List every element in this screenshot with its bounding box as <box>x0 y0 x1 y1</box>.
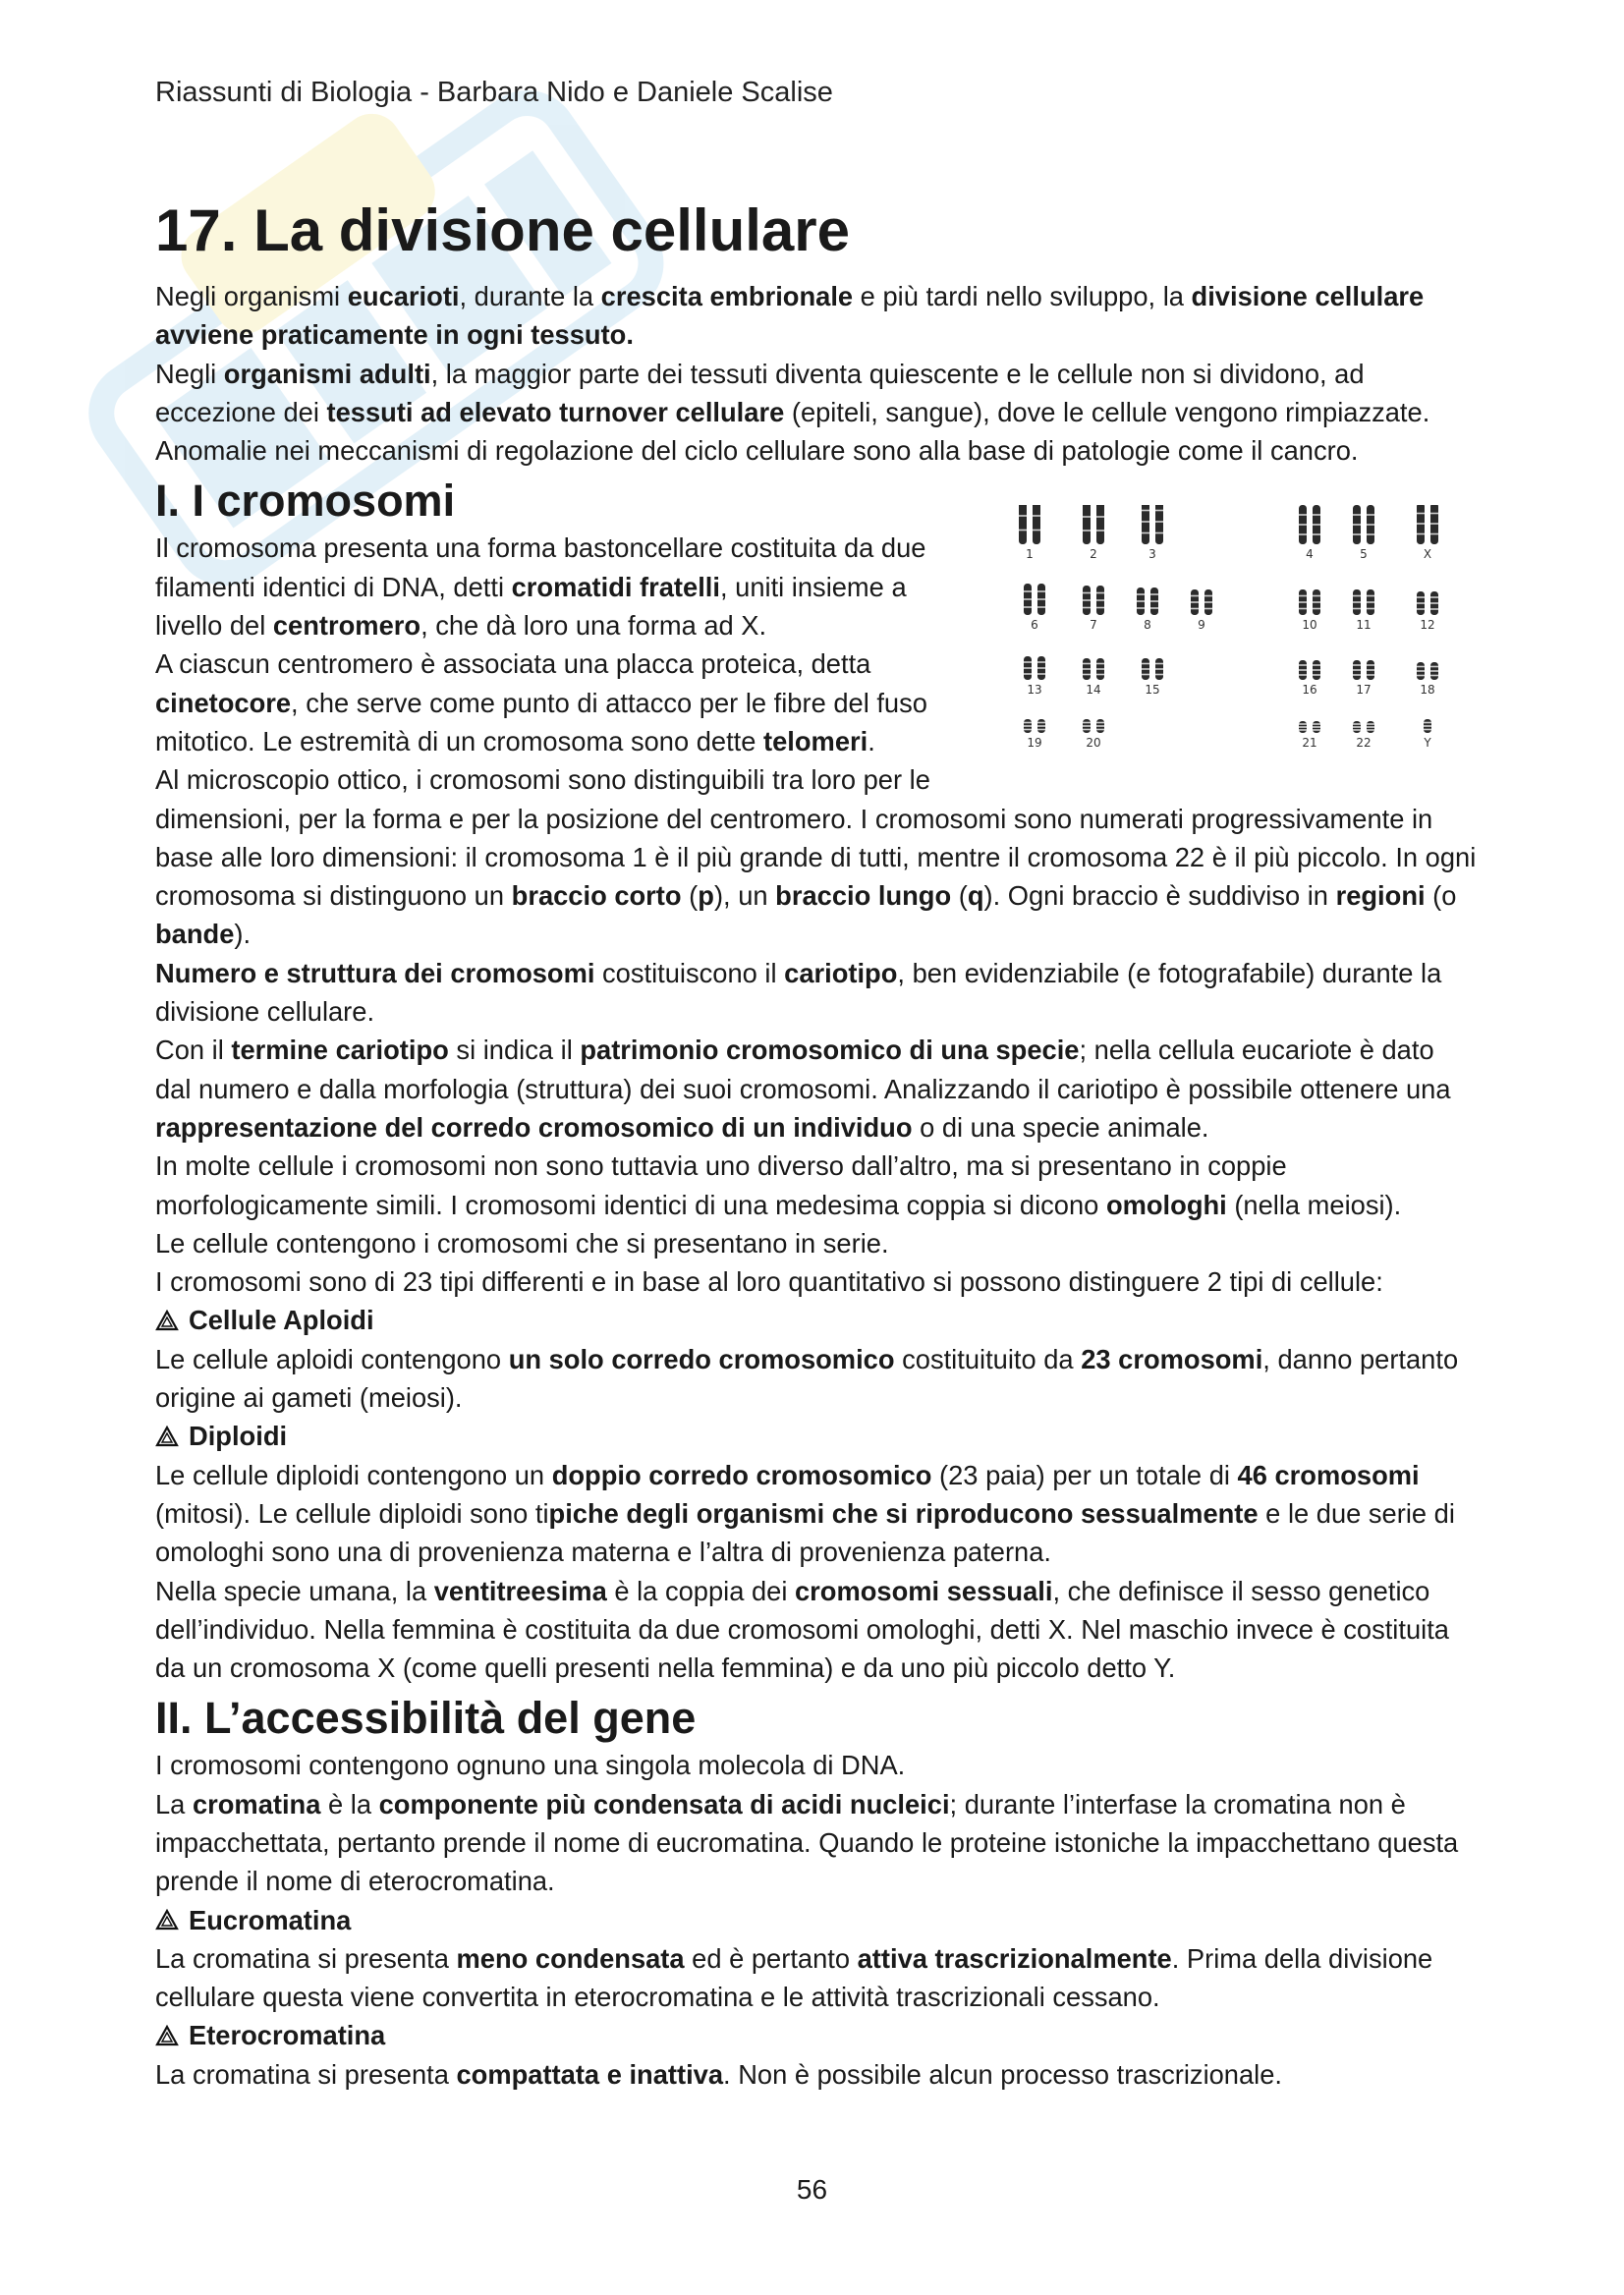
karyotype-label: 4 <box>1306 547 1314 562</box>
cromosomi-paragraph-9: Nella specie umana, la ventitreesima è la coppia dei cromosomi sessuali, che definisce il sesso genetico dell’individuo. Nella femmina è costituita da due cromosomi omologhi, detti X. Nel maschio invece è costituita da un cromosoma X (come quelli presenti nella femmina) e da uno più piccolo detto Y. <box>155 1575 1449 1684</box>
karyotype-chromosome-pair <box>1299 505 1320 544</box>
karyotype-chromosome-pair <box>1083 505 1104 544</box>
warning-triangle-icon <box>155 1310 179 1331</box>
karyotype-label: 5 <box>1360 547 1368 562</box>
warning-triangle-icon <box>155 1426 179 1447</box>
karyotype-label: 12 <box>1420 618 1435 633</box>
karyotype-label: 9 <box>1198 618 1205 633</box>
karyotype-chromosome-pair <box>1353 721 1374 733</box>
karyotype-label: 21 <box>1302 736 1317 751</box>
diploidi-paragraph: Le cellule diploidi contengono un doppio corredo cromosomico (23 paia) per un totale di 46 cromosomi (mitosi). Le cellule diploidi sono tipiche degli organismi che si riproducono sessualmente e le due serie di omologhi sono una di provenienza materna e l’altra di provenienza paterna. <box>155 1459 1455 1568</box>
eterocromatina-paragraph: La cromatina si presenta compattata e inattiva. Non è possibile alcun processo trascrizionale. <box>155 2058 1283 2090</box>
karyotype-label: 14 <box>1086 683 1101 698</box>
karyotype-chromosome-pair <box>1083 586 1104 615</box>
karyotype-chromosome-pair <box>1137 588 1158 615</box>
karyotype-chromosome-pair <box>1083 658 1104 680</box>
cromosomi-paragraph-6: In molte cellule i cromosomi non sono tuttavia uno diverso dall’altro, ma si presentano in coppie morfologicamente simili. I cromosomi identici di una medesima coppia si dicono omologhi (nella meiosi). <box>155 1150 1402 1220</box>
karyotype-chromosome-pair <box>1083 719 1104 733</box>
warning-triangle-icon <box>155 2025 179 2046</box>
cromosomi-paragraph-1: Il cromosoma presenta una forma bastoncellare costituita da due filamenti identici di DNA, detti cromatidi fratelli, uniti insieme a livello del centromero, che dà loro una forma ad X. <box>155 532 926 642</box>
karyotype-chromosome-pair <box>1417 662 1438 680</box>
cromosomi-paragraph-2: A ciascun centromero è associata una placca proteica, detta cinetocore, che serve come punto di attacco per le fibre del fuso mitotico. Le estremità di un cromosoma sono dette telomeri. <box>155 648 927 756</box>
cromosomi-paragraph-3: Al microscopio ottico, i cromosomi sono distinguibili tra loro per le dimensioni, per la forma e per la posizione del centromero. I cromosomi sono numerati progressivamente in base alle loro dimensioni: il cromosoma 1 è il più grande di tutti, mentre il cromosoma 22 è il più piccolo. In ogni cromosoma si distinguono un braccio corto (p), un braccio lungo (q). Ogni braccio è suddiviso in regioni (o bande). <box>155 764 1477 950</box>
karyotype-label: Y <box>1424 736 1431 751</box>
karyotype-label: 22 <box>1356 736 1372 751</box>
intro-paragraph-3: Anomalie nei meccanismi di regolazione del ciclo cellulare sono alla base di patologie come il cancro. <box>155 435 1359 467</box>
karyotype-chromosome-pair <box>1019 505 1040 544</box>
karyotype-label: 8 <box>1144 618 1151 633</box>
karyotype-chromosome-pair <box>1417 591 1438 615</box>
chapter-title: 17. La divisione cellulare <box>155 197 850 263</box>
aploidi-heading: Cellule Aploidi <box>155 1301 1477 1339</box>
intro-paragraph-1: Negli organismi eucarioti, durante la crescita embrionale e più tardi nello sviluppo, la divisione cellulare avviene praticamente in ogni tessuto. <box>155 281 1425 351</box>
gene-paragraph-2: La cromatina è la componente più condensata di acidi nucleici; durante l’interfase la cromatina non è impacchettata, pertanto prende il nome di eucromatina. Quando le proteine istoniche la impacchettano questa prende il nome di eterocromatina. <box>155 1788 1459 1897</box>
warning-triangle-icon <box>155 1909 179 1931</box>
page-number: 56 <box>796 2174 828 2205</box>
running-header: Riassunti di Biologia - Barbara Nido e Daniele Scalise <box>155 77 833 108</box>
cromosomi-paragraph-5: Con il termine cariotipo si indica il patrimonio cromosomico di una specie; nella cellula eucariote è dato dal numero e dalla morfologia (struttura) dei suoi cromosomi. Analizzando il cariotipo è possibile ottenere una rappresentazione del corredo cromosomico di un individuo o di una specie animale. <box>155 1035 1451 1143</box>
eterocromatina-heading: Eterocromatina <box>155 2016 1477 2054</box>
karyotype-label: 3 <box>1148 547 1156 562</box>
aploidi-paragraph: Le cellule aploidi contengono un solo corredo cromosomico costituituito da 23 cromosomi, danno pertanto origine ai gameti (meiosi). <box>155 1343 1459 1414</box>
cromosomi-paragraph-4: Numero e struttura dei cromosomi costituiscono il cariotipo, ben evidenziabile (e fotografabile) durante la divisione cellulare. <box>155 957 1442 1028</box>
karyotype-label: 2 <box>1090 547 1097 562</box>
karyotype-chromosome-pair <box>1299 721 1320 733</box>
karyotype-chromosome-pair <box>1142 658 1163 680</box>
karyotype-chromosome-pair <box>1024 584 1045 615</box>
karyotype-label: 17 <box>1356 683 1372 698</box>
karyotype-image <box>985 505 1477 776</box>
eucromatina-paragraph: La cromatina si presenta meno condensata ed è pertanto attiva trascrizionalmente. Prima della divisione cellulare questa viene convertita in eterocromatina e le attività trascrizionali cessano. <box>155 1942 1433 2013</box>
section-title-cromosomi: I. I cromosomi <box>155 476 456 527</box>
page-content <box>155 195 1477 2094</box>
karyotype-chromosome-pair <box>1353 505 1374 544</box>
karyotype-chromosome-pair <box>1299 589 1320 615</box>
cromosomi-paragraph-7: Le cellule contengono i cromosomi che si presentano in serie. <box>155 1227 889 1259</box>
karyotype-label: 6 <box>1031 618 1038 633</box>
karyotype-chromosome-pair <box>1024 719 1045 733</box>
karyotype-chromosome-pair <box>1353 589 1374 615</box>
cromosomi-paragraph-8: I cromosomi sono di 23 tipi differenti e in base al loro quantitativo si possono distinguere 2 tipi di cellule: <box>155 1266 1383 1298</box>
section-title-accessibilita: II. L’accessibilità del gene <box>155 1693 697 1744</box>
karyotype-label: 19 <box>1027 736 1042 751</box>
karyotype-chromosome-pair <box>1191 589 1212 615</box>
karyotype-label: 15 <box>1145 683 1160 698</box>
karyotype-label: 11 <box>1356 618 1372 633</box>
karyotype-chromosome-pair <box>1142 505 1163 544</box>
karyotype-chromosome-pair <box>1424 719 1431 733</box>
karyotype-label: X <box>1423 547 1432 562</box>
karyotype-label: 1 <box>1026 547 1034 562</box>
karyotype-label: 16 <box>1302 683 1317 698</box>
karyotype-chromosome-pair <box>1299 660 1320 680</box>
eucromatina-heading: Eucromatina <box>155 1901 1477 1939</box>
karyotype-label: 10 <box>1302 618 1317 633</box>
diploidi-heading: Diploidi <box>155 1417 1477 1455</box>
karyotype-chromosome-pair <box>1024 656 1045 680</box>
karyotype-label: 18 <box>1420 683 1435 698</box>
karyotype-label: 20 <box>1086 736 1101 751</box>
intro-paragraph-2: Negli organismi adulti, la maggior parte dei tessuti diventa quiescente e le cellule non si dividono, ad eccezione dei tessuti ad elevato turnover cellulare (epiteli, sangue), dove le cellule vengono rimpiazzate. <box>155 358 1430 427</box>
gene-paragraph-1: I cromosomi contengono ognuno una singola molecola di DNA. <box>155 1750 906 1781</box>
karyotype-chromosome-pair <box>1353 660 1374 680</box>
karyotype-label: 7 <box>1090 618 1097 633</box>
karyotype-chromosome-pair <box>1417 505 1438 544</box>
karyotype-label: 13 <box>1027 683 1042 698</box>
